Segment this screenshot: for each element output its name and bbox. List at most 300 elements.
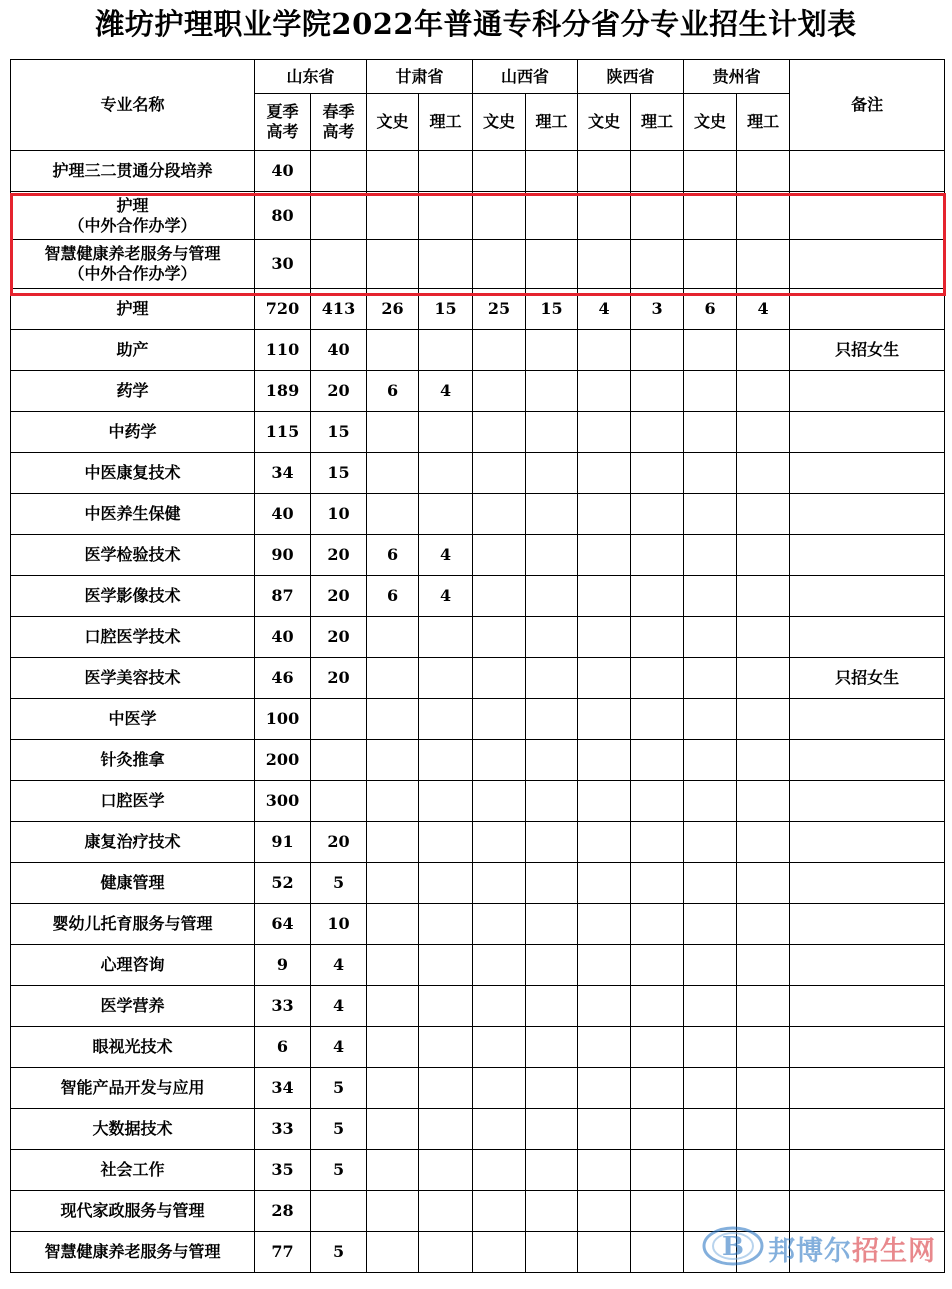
note-cell bbox=[790, 494, 945, 535]
table-row bbox=[11, 904, 945, 945]
guizhou-wenshi-header: 文史 bbox=[684, 94, 737, 151]
shanxi-wenshi-cell bbox=[473, 412, 526, 453]
header-row-provinces bbox=[11, 60, 945, 94]
shandong-spring-cell: 40 bbox=[311, 330, 367, 371]
gansu-wenshi-cell bbox=[367, 151, 419, 192]
note-cell bbox=[790, 1150, 945, 1191]
shaanxi-wenshi-cell bbox=[578, 863, 631, 904]
guizhou-ligong-cell bbox=[737, 535, 790, 576]
shandong-summer-cell: 46 bbox=[255, 658, 311, 699]
guizhou-wenshi-cell bbox=[684, 535, 737, 576]
shandong-spring-cell bbox=[311, 240, 367, 289]
shandong-summer-cell: 40 bbox=[255, 151, 311, 192]
shandong-spring-cell: 5 bbox=[311, 1232, 367, 1273]
shanxi-ligong-cell bbox=[526, 1150, 578, 1191]
shaanxi-ligong-cell bbox=[631, 945, 684, 986]
shandong-summer-cell: 87 bbox=[255, 576, 311, 617]
guizhou-wenshi-cell bbox=[684, 412, 737, 453]
shaanxi-ligong-cell bbox=[631, 617, 684, 658]
guizhou-wenshi-cell bbox=[684, 1109, 737, 1150]
guizhou-ligong-cell bbox=[737, 576, 790, 617]
watermark-logo-letter: B bbox=[722, 1232, 744, 1262]
major-name-cell: 中医学 bbox=[11, 699, 255, 740]
guizhou-wenshi-cell bbox=[684, 1027, 737, 1068]
table-row bbox=[11, 822, 945, 863]
shanxi-ligong-cell bbox=[526, 945, 578, 986]
gansu-ligong-cell: 15 bbox=[419, 289, 473, 330]
shanxi-ligong-cell bbox=[526, 535, 578, 576]
major-name-cell: 社会工作 bbox=[11, 1150, 255, 1191]
guizhou-ligong-cell bbox=[737, 330, 790, 371]
shaanxi-ligong-cell bbox=[631, 781, 684, 822]
gansu-wenshi-cell: 6 bbox=[367, 371, 419, 412]
shaanxi-ligong-cell bbox=[631, 371, 684, 412]
note-cell bbox=[790, 986, 945, 1027]
guizhou-ligong-cell bbox=[737, 740, 790, 781]
major-name-cell: 中药学 bbox=[11, 412, 255, 453]
shanxi-wenshi-cell bbox=[473, 822, 526, 863]
gansu-wenshi-cell bbox=[367, 1191, 419, 1232]
shaanxi-ligong-cell bbox=[631, 986, 684, 1027]
guizhou-wenshi-cell bbox=[684, 863, 737, 904]
guizhou-ligong-cell bbox=[737, 1068, 790, 1109]
guizhou-ligong-cell bbox=[737, 371, 790, 412]
gansu-wenshi-cell bbox=[367, 658, 419, 699]
province-header-shanxi: 山西省 bbox=[473, 60, 578, 94]
province-header-gansu: 甘肃省 bbox=[367, 60, 473, 94]
shandong-summer-cell: 9 bbox=[255, 945, 311, 986]
shaanxi-ligong-cell bbox=[631, 192, 684, 240]
shaanxi-ligong-cell bbox=[631, 576, 684, 617]
shandong-summer-cell: 33 bbox=[255, 1109, 311, 1150]
shaanxi-wenshi-cell bbox=[578, 240, 631, 289]
shanxi-wenshi-cell bbox=[473, 740, 526, 781]
shanxi-wenshi-cell bbox=[473, 1027, 526, 1068]
guizhou-wenshi-cell bbox=[684, 904, 737, 945]
shandong-spring-exam-header: 春季 高考 bbox=[311, 94, 367, 151]
shaanxi-wenshi-cell bbox=[578, 822, 631, 863]
shandong-summer-cell: 52 bbox=[255, 863, 311, 904]
note-cell bbox=[790, 192, 945, 240]
shandong-summer-cell: 100 bbox=[255, 699, 311, 740]
table-body bbox=[11, 151, 945, 1273]
guizhou-wenshi-cell bbox=[684, 617, 737, 658]
shaanxi-wenshi-cell bbox=[578, 1150, 631, 1191]
shandong-spring-cell: 20 bbox=[311, 576, 367, 617]
shaanxi-wenshi-cell bbox=[578, 330, 631, 371]
shaanxi-wenshi-cell bbox=[578, 1027, 631, 1068]
shanxi-wenshi-cell bbox=[473, 1109, 526, 1150]
major-name-cell: 智慧健康养老服务与管理 bbox=[11, 1232, 255, 1273]
gansu-ligong-cell bbox=[419, 151, 473, 192]
shanxi-wenshi-cell bbox=[473, 1232, 526, 1273]
note-cell bbox=[790, 412, 945, 453]
enrollment-plan-table bbox=[10, 59, 945, 1273]
shaanxi-ligong-cell bbox=[631, 904, 684, 945]
major-name-header: 专业名称 bbox=[11, 60, 255, 151]
shandong-spring-cell: 4 bbox=[311, 945, 367, 986]
gansu-ligong-cell bbox=[419, 494, 473, 535]
shaanxi-ligong-cell: 3 bbox=[631, 289, 684, 330]
table-row bbox=[11, 740, 945, 781]
shandong-summer-cell: 300 bbox=[255, 781, 311, 822]
shaanxi-wenshi-cell bbox=[578, 945, 631, 986]
gansu-ligong-cell bbox=[419, 781, 473, 822]
shandong-spring-cell: 20 bbox=[311, 617, 367, 658]
major-name-cell: 大数据技术 bbox=[11, 1109, 255, 1150]
shanxi-ligong-cell: 15 bbox=[526, 289, 578, 330]
shandong-spring-cell bbox=[311, 192, 367, 240]
shanxi-ligong-cell bbox=[526, 658, 578, 699]
guizhou-ligong-cell bbox=[737, 412, 790, 453]
shanxi-wenshi-cell: 25 bbox=[473, 289, 526, 330]
gansu-wenshi-cell bbox=[367, 699, 419, 740]
guizhou-ligong-cell bbox=[737, 781, 790, 822]
shanxi-ligong-cell bbox=[526, 822, 578, 863]
shanxi-ligong-cell bbox=[526, 904, 578, 945]
table-row bbox=[11, 576, 945, 617]
gansu-wenshi-cell bbox=[367, 240, 419, 289]
major-name-cell: 医学检验技术 bbox=[11, 535, 255, 576]
guizhou-ligong-cell bbox=[737, 986, 790, 1027]
shaanxi-wenshi-cell bbox=[578, 535, 631, 576]
gansu-wenshi-cell bbox=[367, 1109, 419, 1150]
shaanxi-wenshi-cell bbox=[578, 192, 631, 240]
shaanxi-wenshi-cell: 4 bbox=[578, 289, 631, 330]
table-row bbox=[11, 412, 945, 453]
gansu-wenshi-cell bbox=[367, 1027, 419, 1068]
shaanxi-ligong-cell bbox=[631, 1109, 684, 1150]
table-row bbox=[11, 1068, 945, 1109]
shanxi-wenshi-cell bbox=[473, 658, 526, 699]
shanxi-wenshi-header: 文史 bbox=[473, 94, 526, 151]
shanxi-ligong-cell bbox=[526, 330, 578, 371]
shaanxi-wenshi-cell bbox=[578, 151, 631, 192]
shandong-spring-cell bbox=[311, 151, 367, 192]
shaanxi-ligong-cell bbox=[631, 1068, 684, 1109]
note-cell bbox=[790, 151, 945, 192]
shandong-spring-cell: 10 bbox=[311, 904, 367, 945]
gansu-wenshi-cell bbox=[367, 1232, 419, 1273]
shandong-summer-cell: 30 bbox=[255, 240, 311, 289]
shaanxi-wenshi-cell bbox=[578, 986, 631, 1027]
watermark bbox=[702, 1223, 942, 1273]
shaanxi-ligong-cell bbox=[631, 330, 684, 371]
note-cell bbox=[790, 822, 945, 863]
shanxi-wenshi-cell bbox=[473, 1191, 526, 1232]
table-row bbox=[11, 1027, 945, 1068]
table-row bbox=[11, 1109, 945, 1150]
shandong-spring-cell: 20 bbox=[311, 658, 367, 699]
shaanxi-ligong-cell bbox=[631, 699, 684, 740]
shandong-spring-cell: 5 bbox=[311, 1109, 367, 1150]
gansu-ligong-cell bbox=[419, 863, 473, 904]
note-cell bbox=[790, 781, 945, 822]
gansu-ligong-cell bbox=[419, 1191, 473, 1232]
shanxi-ligong-cell bbox=[526, 699, 578, 740]
shandong-spring-cell: 4 bbox=[311, 986, 367, 1027]
note-cell bbox=[790, 240, 945, 289]
shandong-summer-cell: 28 bbox=[255, 1191, 311, 1232]
shanxi-ligong-cell bbox=[526, 453, 578, 494]
major-name-cell: 中医康复技术 bbox=[11, 453, 255, 494]
table-row bbox=[11, 617, 945, 658]
shaanxi-wenshi-cell bbox=[578, 658, 631, 699]
gansu-wenshi-cell bbox=[367, 781, 419, 822]
note-cell bbox=[790, 617, 945, 658]
gansu-wenshi-cell bbox=[367, 494, 419, 535]
gansu-wenshi-cell bbox=[367, 412, 419, 453]
table-row bbox=[11, 453, 945, 494]
shaanxi-ligong-cell bbox=[631, 1027, 684, 1068]
gansu-wenshi-cell bbox=[367, 904, 419, 945]
shanxi-wenshi-cell bbox=[473, 986, 526, 1027]
shanxi-ligong-cell bbox=[526, 1109, 578, 1150]
gansu-ligong-cell: 4 bbox=[419, 371, 473, 412]
shanxi-ligong-cell bbox=[526, 986, 578, 1027]
shanxi-ligong-cell bbox=[526, 1068, 578, 1109]
guizhou-wenshi-cell bbox=[684, 1150, 737, 1191]
shanxi-wenshi-cell bbox=[473, 192, 526, 240]
note-cell bbox=[790, 699, 945, 740]
gansu-wenshi-header: 文史 bbox=[367, 94, 419, 151]
major-name-cell: 中医养生保健 bbox=[11, 494, 255, 535]
guizhou-ligong-cell bbox=[737, 658, 790, 699]
shandong-spring-cell: 15 bbox=[311, 453, 367, 494]
shandong-spring-cell: 5 bbox=[311, 1150, 367, 1191]
major-name-cell: 医学美容技术 bbox=[11, 658, 255, 699]
table-row bbox=[11, 1150, 945, 1191]
shanxi-wenshi-cell bbox=[473, 699, 526, 740]
gansu-wenshi-cell bbox=[367, 986, 419, 1027]
gansu-ligong-cell bbox=[419, 192, 473, 240]
gansu-ligong-cell bbox=[419, 617, 473, 658]
major-name-cell: 护理 bbox=[11, 289, 255, 330]
note-cell bbox=[790, 371, 945, 412]
guizhou-ligong-cell: 4 bbox=[737, 289, 790, 330]
table-row bbox=[11, 699, 945, 740]
shandong-summer-cell: 33 bbox=[255, 986, 311, 1027]
gansu-ligong-cell bbox=[419, 412, 473, 453]
note-cell bbox=[790, 576, 945, 617]
shandong-summer-cell: 40 bbox=[255, 494, 311, 535]
guizhou-ligong-cell bbox=[737, 494, 790, 535]
guizhou-wenshi-cell bbox=[684, 699, 737, 740]
gansu-ligong-cell bbox=[419, 740, 473, 781]
shanxi-wenshi-cell bbox=[473, 863, 526, 904]
shandong-spring-cell bbox=[311, 781, 367, 822]
note-cell bbox=[790, 535, 945, 576]
watermark-logo-icon bbox=[702, 1225, 764, 1267]
shaanxi-ligong-cell bbox=[631, 535, 684, 576]
shaanxi-ligong-header: 理工 bbox=[631, 94, 684, 151]
major-name-cell: 眼视光技术 bbox=[11, 1027, 255, 1068]
guizhou-wenshi-cell: 6 bbox=[684, 289, 737, 330]
gansu-ligong-cell bbox=[419, 699, 473, 740]
gansu-ligong-cell bbox=[419, 1150, 473, 1191]
major-name-cell: 医学影像技术 bbox=[11, 576, 255, 617]
guizhou-wenshi-cell bbox=[684, 822, 737, 863]
major-name-cell: 护理三二贯通分段培养 bbox=[11, 151, 255, 192]
gansu-ligong-cell bbox=[419, 1068, 473, 1109]
shanxi-ligong-cell bbox=[526, 576, 578, 617]
major-name-cell: 针灸推拿 bbox=[11, 740, 255, 781]
table-row bbox=[11, 289, 945, 330]
shaanxi-ligong-cell bbox=[631, 740, 684, 781]
guizhou-wenshi-cell bbox=[684, 330, 737, 371]
gansu-ligong-cell bbox=[419, 1109, 473, 1150]
guizhou-ligong-cell bbox=[737, 699, 790, 740]
shanxi-wenshi-cell bbox=[473, 945, 526, 986]
guizhou-wenshi-cell bbox=[684, 945, 737, 986]
major-name-cell: 现代家政服务与管理 bbox=[11, 1191, 255, 1232]
shaanxi-wenshi-cell bbox=[578, 453, 631, 494]
shandong-summer-cell: 64 bbox=[255, 904, 311, 945]
table-row bbox=[11, 535, 945, 576]
table-row bbox=[11, 781, 945, 822]
shandong-summer-cell: 77 bbox=[255, 1232, 311, 1273]
shanxi-wenshi-cell bbox=[473, 151, 526, 192]
shanxi-ligong-cell bbox=[526, 1232, 578, 1273]
shandong-summer-exam-header: 夏季 高考 bbox=[255, 94, 311, 151]
major-name-cell: 助产 bbox=[11, 330, 255, 371]
guizhou-wenshi-cell bbox=[684, 240, 737, 289]
shaanxi-ligong-cell bbox=[631, 1232, 684, 1273]
table-row bbox=[11, 986, 945, 1027]
gansu-ligong-cell bbox=[419, 1232, 473, 1273]
shanxi-ligong-cell bbox=[526, 1027, 578, 1068]
shanxi-wenshi-cell bbox=[473, 1068, 526, 1109]
shandong-spring-cell: 5 bbox=[311, 1068, 367, 1109]
major-name-cell: 护理 （中外合作办学） bbox=[11, 192, 255, 240]
shandong-spring-cell: 413 bbox=[311, 289, 367, 330]
shandong-summer-cell: 34 bbox=[255, 1068, 311, 1109]
guizhou-ligong-cell bbox=[737, 617, 790, 658]
shandong-summer-cell: 189 bbox=[255, 371, 311, 412]
shanxi-wenshi-cell bbox=[473, 371, 526, 412]
guizhou-ligong-cell bbox=[737, 863, 790, 904]
shandong-summer-cell: 80 bbox=[255, 192, 311, 240]
guizhou-ligong-header: 理工 bbox=[737, 94, 790, 151]
shandong-spring-cell: 4 bbox=[311, 1027, 367, 1068]
table-row bbox=[11, 240, 945, 289]
shandong-summer-cell: 35 bbox=[255, 1150, 311, 1191]
guizhou-wenshi-cell bbox=[684, 1068, 737, 1109]
gansu-wenshi-cell bbox=[367, 453, 419, 494]
shanxi-wenshi-cell bbox=[473, 453, 526, 494]
gansu-ligong-cell: 4 bbox=[419, 576, 473, 617]
table-row bbox=[11, 371, 945, 412]
shaanxi-wenshi-cell bbox=[578, 1068, 631, 1109]
shandong-summer-cell: 110 bbox=[255, 330, 311, 371]
table-row bbox=[11, 330, 945, 371]
shandong-summer-cell: 34 bbox=[255, 453, 311, 494]
shaanxi-ligong-cell bbox=[631, 658, 684, 699]
gansu-ligong-header: 理工 bbox=[419, 94, 473, 151]
shanxi-ligong-cell bbox=[526, 1191, 578, 1232]
shanxi-wenshi-cell bbox=[473, 1150, 526, 1191]
gansu-wenshi-cell bbox=[367, 1150, 419, 1191]
shandong-spring-cell: 20 bbox=[311, 371, 367, 412]
note-cell: 只招女生 bbox=[790, 330, 945, 371]
shaanxi-wenshi-cell bbox=[578, 904, 631, 945]
shaanxi-ligong-cell bbox=[631, 151, 684, 192]
shaanxi-ligong-cell bbox=[631, 240, 684, 289]
shandong-summer-cell: 91 bbox=[255, 822, 311, 863]
shandong-spring-cell bbox=[311, 740, 367, 781]
shanxi-ligong-header: 理工 bbox=[526, 94, 578, 151]
gansu-ligong-cell bbox=[419, 658, 473, 699]
shaanxi-ligong-cell bbox=[631, 863, 684, 904]
shaanxi-wenshi-cell bbox=[578, 412, 631, 453]
table-row bbox=[11, 494, 945, 535]
table-row bbox=[11, 945, 945, 986]
province-header-guizhou: 贵州省 bbox=[684, 60, 790, 94]
table-row bbox=[11, 192, 945, 240]
shanxi-ligong-cell bbox=[526, 740, 578, 781]
note-cell bbox=[790, 1109, 945, 1150]
shaanxi-wenshi-cell bbox=[578, 1191, 631, 1232]
gansu-wenshi-cell bbox=[367, 617, 419, 658]
guizhou-wenshi-cell bbox=[684, 986, 737, 1027]
major-name-cell: 药学 bbox=[11, 371, 255, 412]
guizhou-wenshi-cell bbox=[684, 192, 737, 240]
shandong-spring-cell bbox=[311, 699, 367, 740]
note-cell: 只招女生 bbox=[790, 658, 945, 699]
gansu-wenshi-cell: 6 bbox=[367, 535, 419, 576]
gansu-ligong-cell bbox=[419, 240, 473, 289]
gansu-wenshi-cell bbox=[367, 330, 419, 371]
shandong-spring-cell: 10 bbox=[311, 494, 367, 535]
gansu-ligong-cell bbox=[419, 904, 473, 945]
shanxi-ligong-cell bbox=[526, 863, 578, 904]
gansu-ligong-cell: 4 bbox=[419, 535, 473, 576]
guizhou-ligong-cell bbox=[737, 192, 790, 240]
guizhou-ligong-cell bbox=[737, 453, 790, 494]
shanxi-ligong-cell bbox=[526, 192, 578, 240]
province-header-shaanxi: 陕西省 bbox=[578, 60, 684, 94]
shanxi-wenshi-cell bbox=[473, 576, 526, 617]
gansu-wenshi-cell: 6 bbox=[367, 576, 419, 617]
shandong-summer-cell: 200 bbox=[255, 740, 311, 781]
shanxi-wenshi-cell bbox=[473, 617, 526, 658]
note-cell bbox=[790, 863, 945, 904]
gansu-ligong-cell bbox=[419, 986, 473, 1027]
guizhou-wenshi-cell bbox=[684, 576, 737, 617]
shaanxi-wenshi-header: 文史 bbox=[578, 94, 631, 151]
shanxi-wenshi-cell bbox=[473, 535, 526, 576]
note-header: 备注 bbox=[790, 60, 945, 151]
major-name-cell: 口腔医学 bbox=[11, 781, 255, 822]
shandong-spring-cell: 20 bbox=[311, 535, 367, 576]
major-name-cell: 智慧健康养老服务与管理 （中外合作办学） bbox=[11, 240, 255, 289]
major-name-cell: 口腔医学技术 bbox=[11, 617, 255, 658]
note-cell bbox=[790, 740, 945, 781]
guizhou-wenshi-cell bbox=[684, 781, 737, 822]
shandong-summer-cell: 90 bbox=[255, 535, 311, 576]
shaanxi-wenshi-cell bbox=[578, 576, 631, 617]
shaanxi-ligong-cell bbox=[631, 1150, 684, 1191]
shanxi-wenshi-cell bbox=[473, 781, 526, 822]
shandong-spring-cell: 15 bbox=[311, 412, 367, 453]
shaanxi-ligong-cell bbox=[631, 494, 684, 535]
major-name-cell: 智能产品开发与应用 bbox=[11, 1068, 255, 1109]
shaanxi-wenshi-cell bbox=[578, 617, 631, 658]
shanxi-wenshi-cell bbox=[473, 904, 526, 945]
guizhou-wenshi-cell bbox=[684, 658, 737, 699]
shandong-summer-cell: 6 bbox=[255, 1027, 311, 1068]
shaanxi-ligong-cell bbox=[631, 453, 684, 494]
